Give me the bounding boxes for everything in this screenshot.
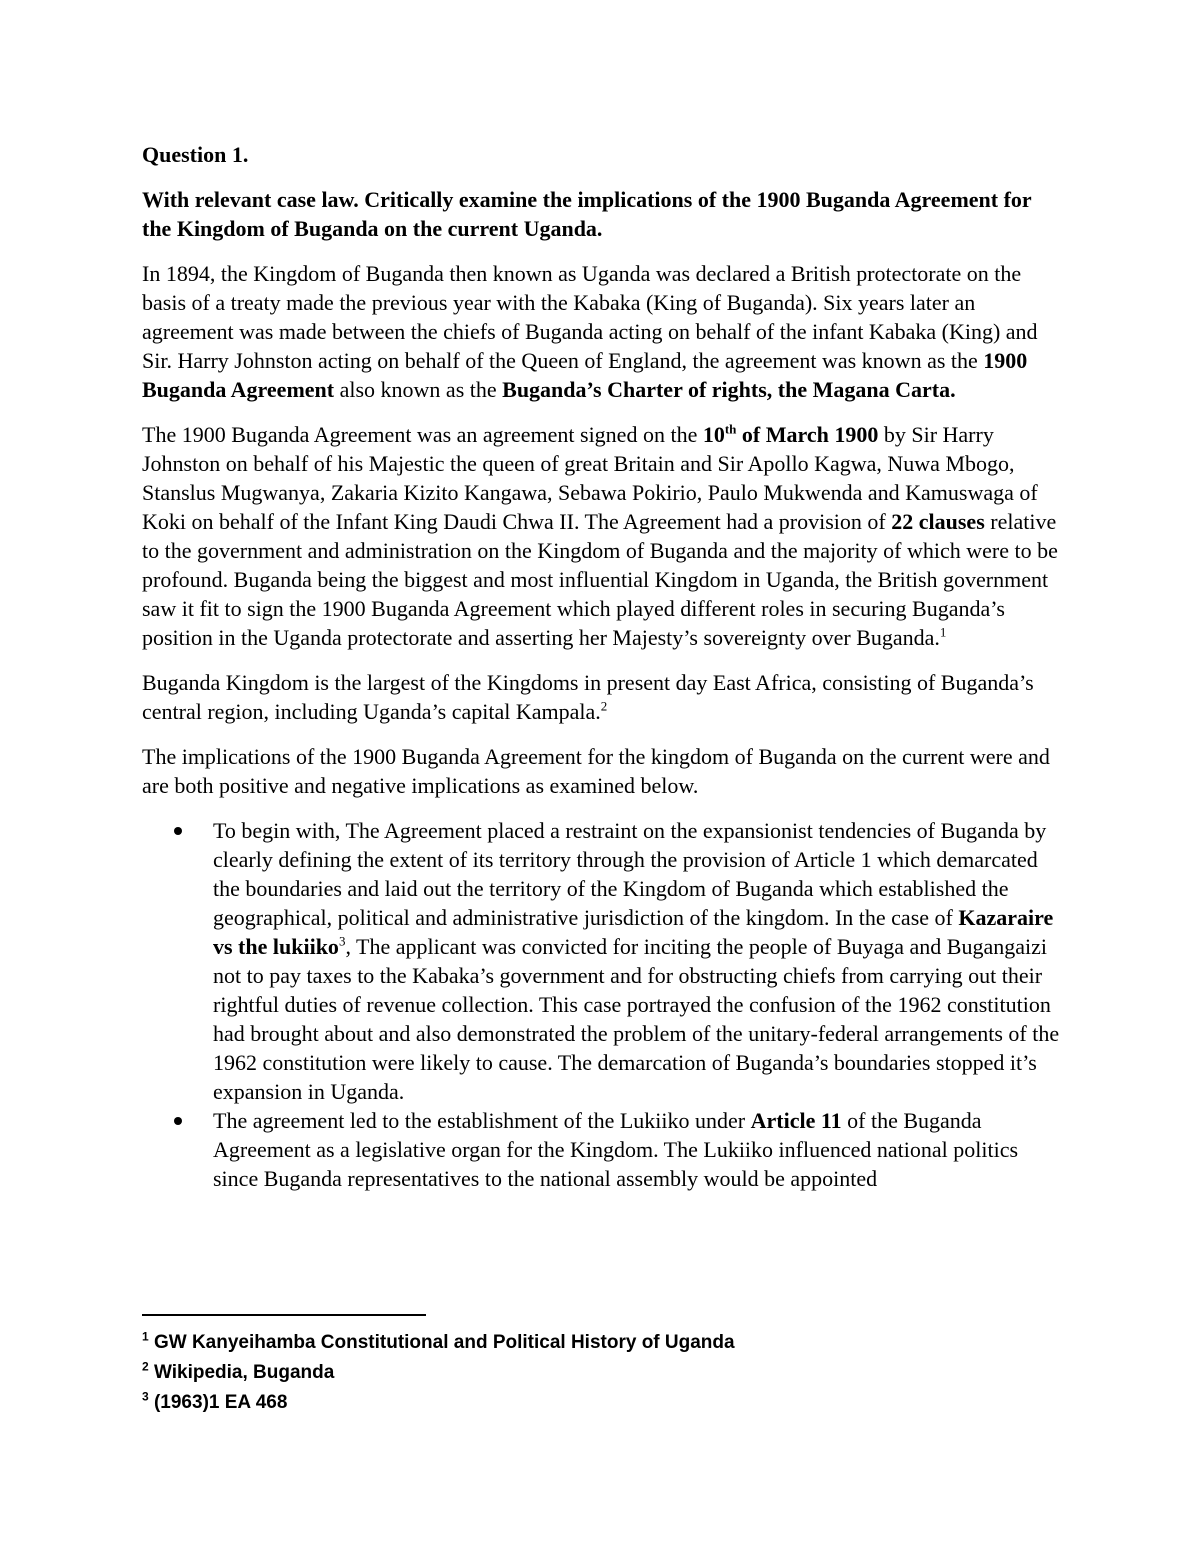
footnote-separator: [142, 1314, 426, 1316]
question-title: Question 1.: [142, 142, 249, 167]
paragraph-implications: The implications of the 1900 Buganda Agreement for the kingdom of Buganda on the current were and are both positive and negative implications as examined below.: [142, 744, 1050, 798]
case-name: Kazaraire vs the lukiiko: [213, 905, 1054, 959]
footnote-ref-2[interactable]: 2: [600, 698, 608, 714]
footnote-ref-1[interactable]: 1: [939, 624, 947, 640]
bullet-icon: [174, 827, 182, 835]
paragraph-signing: The 1900 Buganda Agreement was an agreement signed on the 10th of March 1900 by Sir Harry Johnston on behalf of his Majestic the queen of great Britain and Sir Apollo Kagwa, Nuwa Mbogo, Stanslus Mugwanya, Zakaria Kizito Kangawa, Sebawa Pokirio, Paulo Mukwenda and Kamuswaga of Koki on behalf of the Infant King Daudi Chwa II. The Agreement had a provision of 22 clauses relative to the government and administration on the Kingdom of Buganda and the majority of which were to be profound. Buganda being the biggest and most influential Kingdom in Uganda, the British government saw it fit to sign the 1900 Buganda Agreement which played different roles in securing Buganda’s position in the Uganda protectorate and asserting her Majesty’s sovereignty over Buganda.$^1$: [142, 421, 1058, 650]
paragraph-intro: In 1894, the Kingdom of Buganda then known as Uganda was declared a British protectorate on the basis of a treaty made the previous year with the Kabaka (King of Buganda). Six years later an agreement was made between the chiefs of Buganda acting on behalf of the infant Kabaka (King) and Sir. Harry Johnston acting on behalf of the Queen of England, the agreement was known as the 1900 Buganda Agreement also known as the Buganda’s Charter of rights, the Magana Carta.: [142, 261, 1038, 402]
document-page: [142, 140, 1062, 1193]
list-item: To begin with, The Agreement placed a restraint on the expansionist tendencies of Buganda by clearly defining the extent of its territory through the provision of Article 1 which demarcated the boundaries and laid out the territory of the Kingdom of Buganda which established the geographical, political and administrative jurisdiction of the kingdom. In the case of Kazaraire vs the lukiiko$^3$, The applicant was convicted for inciting the people of Buyaga and Bugangaizi not to pay taxes to the Kabaka’s government and for obstructing chiefs from carrying out their rightful duties of revenue collection. This case portrayed the confusion of the 1962 constitution had brought about and also demonstrated the problem of the unitary-federal arrangements of the 1962 constitution were likely to cause. The demarcation of Buganda’s boundaries stopped it’s expansion in Uganda.: [142, 816, 1062, 1106]
clauses-count: 22 clauses: [891, 509, 985, 534]
agreement-name: 1900 Buganda Agreement: [142, 348, 1028, 402]
footnote-2: $^2$ Wikipedia, Buganda: [142, 1359, 335, 1383]
bullet-icon: [174, 1117, 182, 1125]
article-ref: Article 11: [750, 1108, 842, 1133]
signing-date: 10th of March 1900: [702, 421, 879, 447]
footnote-1: $^1$ GW Kanyeihamba Constitutional and Political History of Uganda: [142, 1329, 735, 1353]
footnote-ref-3[interactable]: 3: [338, 933, 346, 949]
paragraph-kingdom: Buganda Kingdom is the largest of the Kingdoms in present day East Africa, consisting of Buganda’s central region, including Uganda’s capital Kampala.$^2$: [142, 670, 1034, 724]
charter-name: Buganda’s Charter of rights, the Magana Carta.: [502, 377, 956, 402]
list-item: The agreement led to the establishment of the Lukiiko under Article 11 of the Buganda Agreement as a legislative organ for the Kingdom. The Lukiiko influenced national politics since Buganda representatives to the national assembly would be appointed: [142, 1106, 1062, 1193]
footnote-3: $^3$ (1963)1 EA 468: [142, 1389, 288, 1413]
footnotes: [142, 1314, 1062, 1418]
question-prompt: With relevant case law. Critically examine the implications of the 1900 Buganda Agreement for the Kingdom of Buganda on the current Uganda.: [142, 187, 1032, 241]
implications-list: [142, 816, 1062, 1193]
